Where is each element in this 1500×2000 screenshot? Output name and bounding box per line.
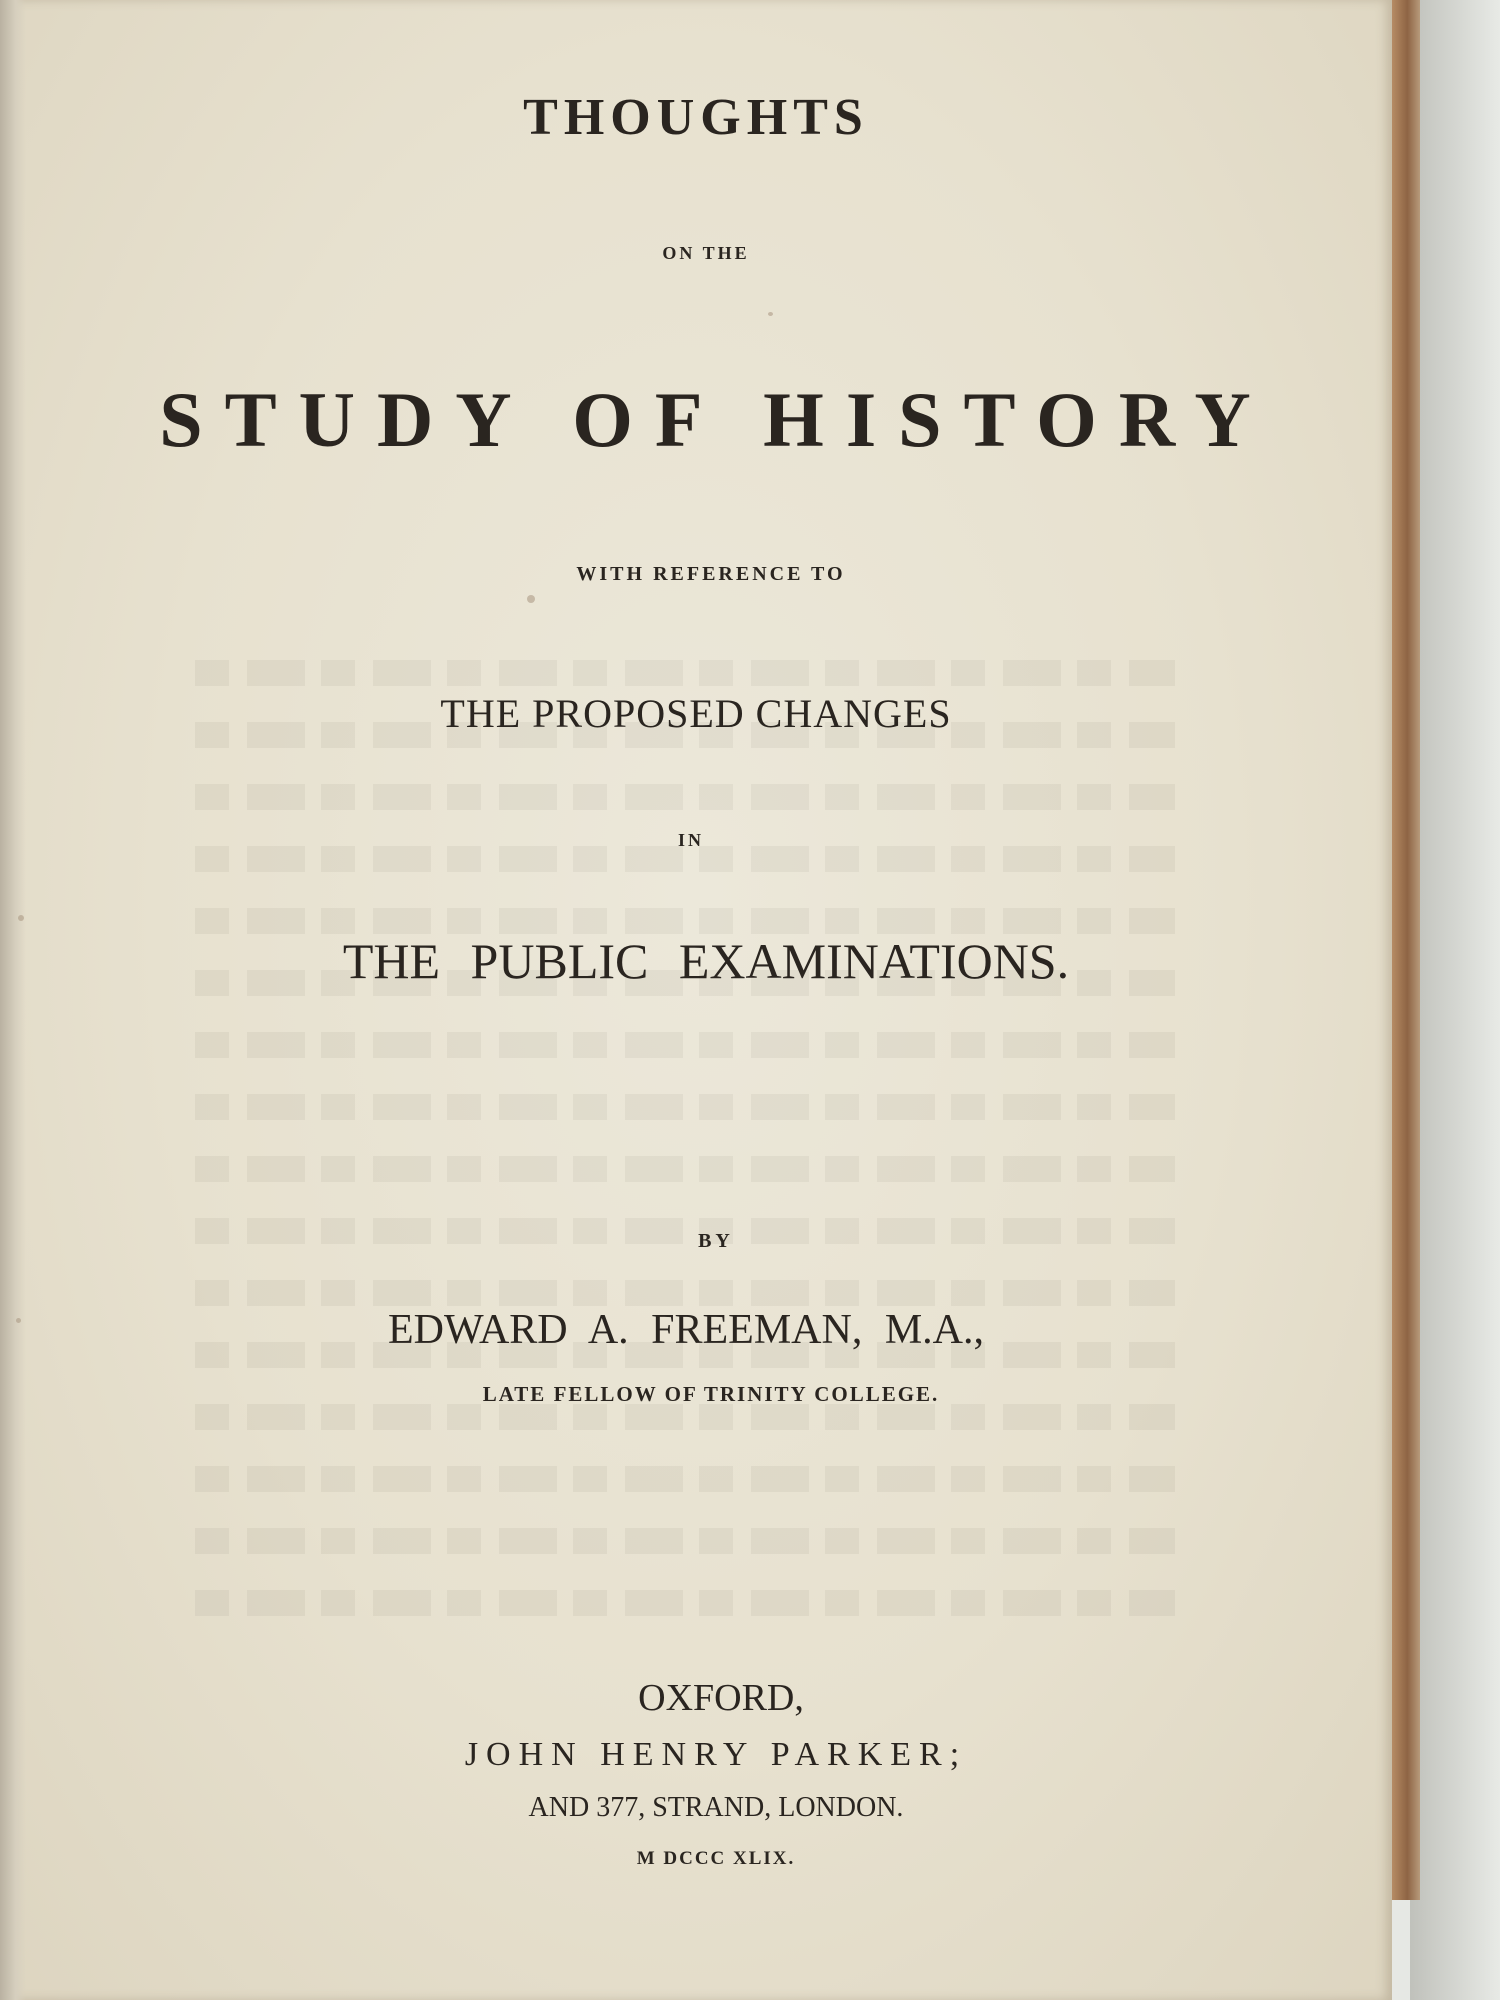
imprint-city: OXFORD, xyxy=(638,1677,804,1719)
imprint-date: M DCCC XLIX. xyxy=(636,1848,796,1869)
connector-on-the: ON THE xyxy=(662,243,750,263)
author-name: EDWARD A. FREEMAN, M.A., xyxy=(387,1307,985,1353)
subtitle-public-examinations: THE PUBLIC EXAMINATIONS. xyxy=(342,933,1070,989)
by-label: BY xyxy=(698,1230,734,1252)
subtitle-proposed-changes: THE PROPOSED CHANGES xyxy=(440,691,952,736)
imprint-address: AND 377, STRAND, LONDON. xyxy=(528,1792,904,1823)
imprint-publisher: JOHN HENRY PARKER; xyxy=(464,1736,968,1773)
title-top: THOUGHTS xyxy=(523,89,869,146)
paper-speck xyxy=(527,595,535,603)
paper-speck xyxy=(18,915,24,921)
show-through-text xyxy=(195,640,1175,1632)
page-gutter xyxy=(0,0,26,2000)
connector-with-reference: WITH REFERENCE TO xyxy=(576,563,846,585)
connector-in: IN xyxy=(677,830,704,850)
author-affiliation: LATE FELLOW OF TRINITY COLLEGE. xyxy=(482,1382,940,1406)
paper-speck xyxy=(768,312,773,316)
page-edge-shadow xyxy=(1410,0,1500,2000)
main-title: STUDY OF HISTORY xyxy=(159,376,1273,463)
